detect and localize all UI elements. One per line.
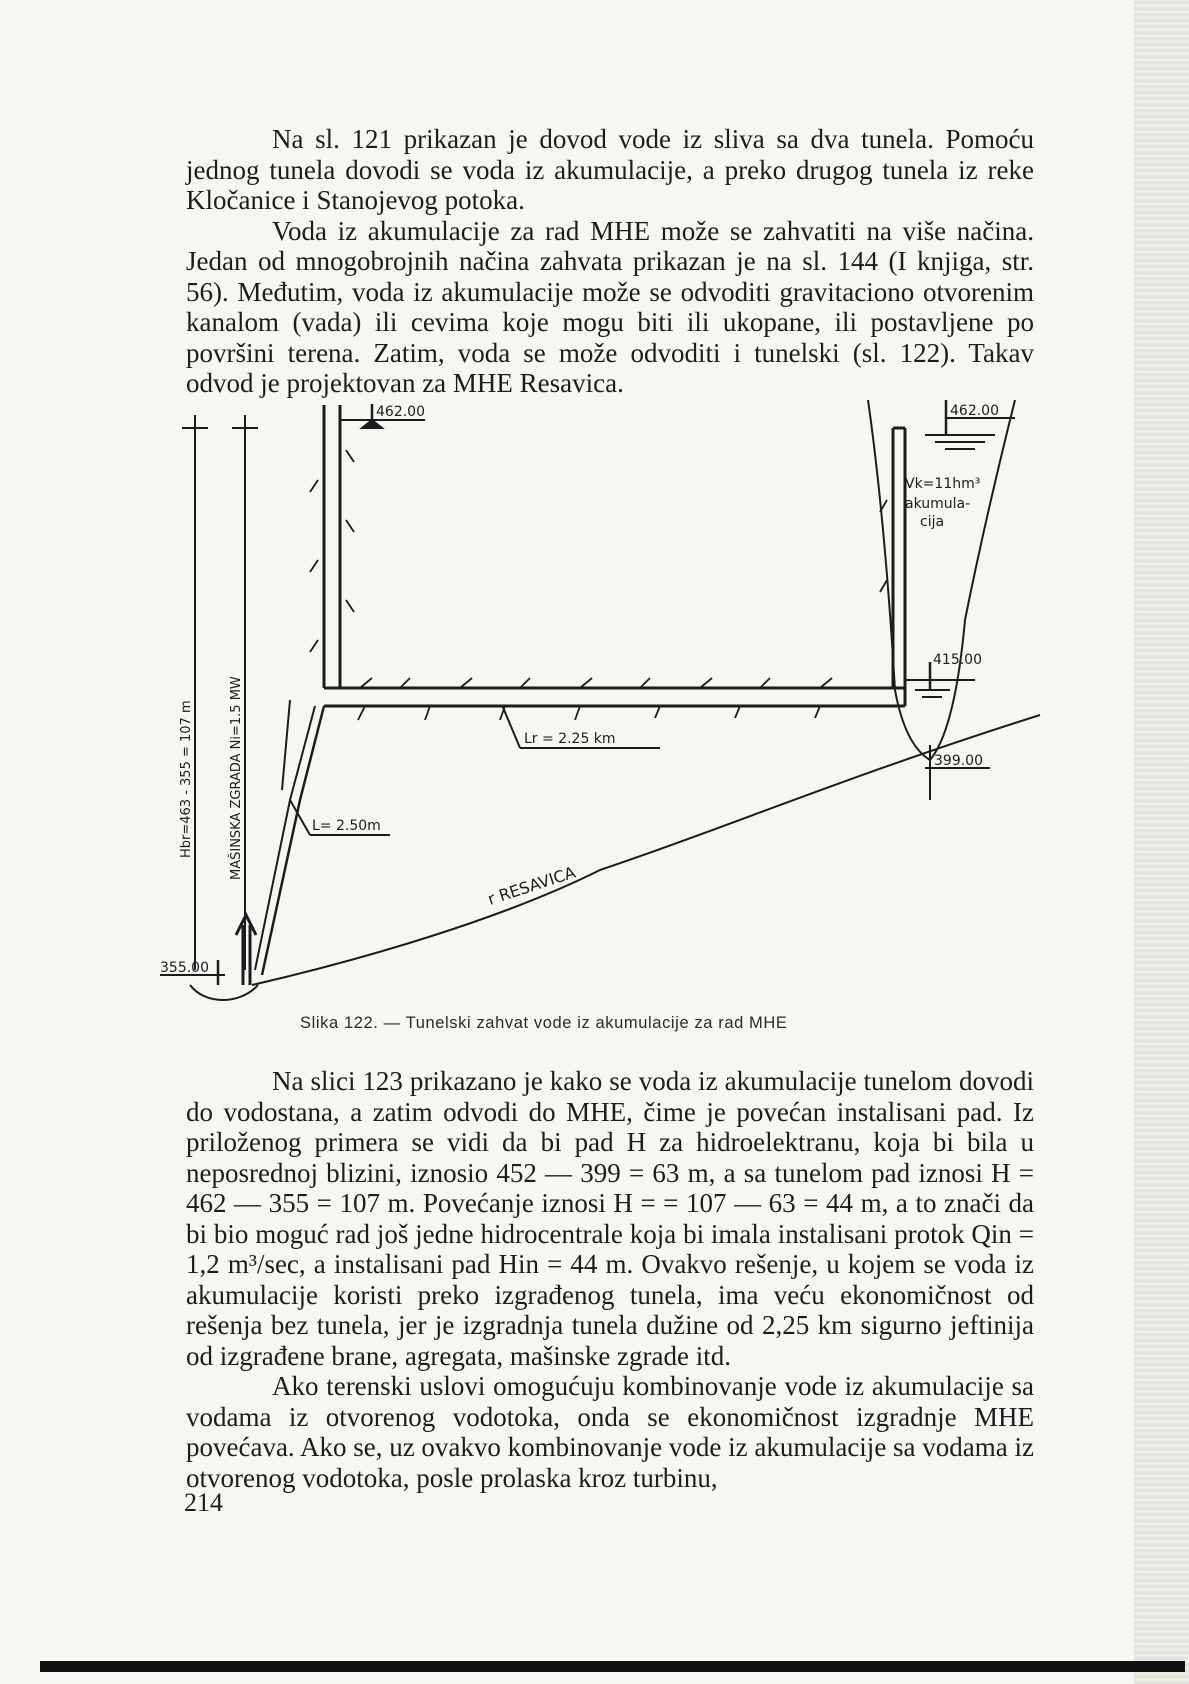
reservoir-label: akumula- [905,496,971,512]
river-label: r RESAVICA [485,862,578,909]
elevation-label: 415.00 [933,652,982,668]
scan-border [40,1661,1185,1672]
elevation-label: 399.00 [934,753,983,769]
elevation-label: 355.00 [160,960,209,976]
paragraph: Voda iz akumulacije za rad MHE može se zahvatiti na više načina. Jedan od mnogobrojnih načina zahvata prikazan je na sl. 144 (I knjiga, str. 56). Međutim, voda iz akumulacije može se odvoditi gravitaciono otvorenim kanalom (vada) ili cevima koje mogu biti ili ukopane, ili postavljene po površini terena. Zatim, voda se može odvoditi i tunelski (sl. 122). Takav odvod je projektovan za MHE Resavica. [186,215,1034,398]
paragraph: Ako terenski uslovi omogućuju kombinovanje vode iz akumulacije sa vodama iz otvorenog vodotoka, onda se ekonomičnost izgradnje MHE povećava. Ako se, uz ovakvo kombinovanje vode iz akumulacije sa vodama iz otvorenog vodotoka, posle prolaska kroz turbinu, [186,1371,1034,1493]
tunnel-hatching [310,450,887,720]
figure-caption: Slika 122. — Tunelski zahvat vode iz akumulacije za rad MHE [300,1014,788,1032]
reservoir-label: cija [920,514,945,530]
terrain-line [252,715,1040,985]
elevation-label: 462.00 [376,404,425,420]
tunnel-length-leader [502,705,520,748]
elevation-arrow [362,420,382,428]
shaft-length-label: L= 2.50m [312,818,381,834]
tailwater-basin [190,985,258,1000]
volume-label: Vk=11hm³ [905,476,981,492]
text-block-bottom [186,1066,1034,1493]
penstock [262,706,324,975]
head-dimension-label: Hbr=463 - 355 = 107 m [179,700,194,858]
hatch-slope [282,700,290,790]
paragraph: Na slici 123 prikazano je kako se voda iz akumulacije tunelom dovodi do vodostana, a zatim odvodi do MHE, čime je povećan instalisani pad. Iz priloženog primera se vidi da bi pad H za hidroelektranu, koja bi bila u neposrednoj blizini, iznosio 452 — 399 = 63 m, a sa tunelom pad iznosi H = 462 — 355 = 107 m. Povećanje iznosi H = = 107 — 63 = 44 m, a to znači da bi bio moguć rad još jedne hidrocentrale koja bi imala instalisani protok Qin = 1,2 m³/sec, a instalisani pad Hin = 44 m. Ovakvo rešenje, u kojem se voda iz akumulacije koristi preko izgrađenog tunela, ima veću ekonomičnost od rešenja bez tunela, jer je izgradnja tunela dužine od 2,25 km sigurno jeftinija od izgrađene brane, agregata, mašinske zgrade itd. [186,1066,1034,1371]
scan-edge [1134,0,1189,1684]
tunnel-length-label: Lr = 2.25 km [524,731,616,747]
page-number: 214 [184,1488,223,1517]
elevation-label: 462.00 [950,403,999,419]
paragraph: Na sl. 121 prikazan je dovod vode iz sliva sa dva tunela. Pomoću jednog tunela dovodi se voda iz akumulacije, a preko drugog tunela iz reke Kločanice i Stanojevog potoka. [186,124,1034,215]
powerhouse-label: MAŠINSKA ZGRADA Ni=1.5 MW [229,676,244,880]
